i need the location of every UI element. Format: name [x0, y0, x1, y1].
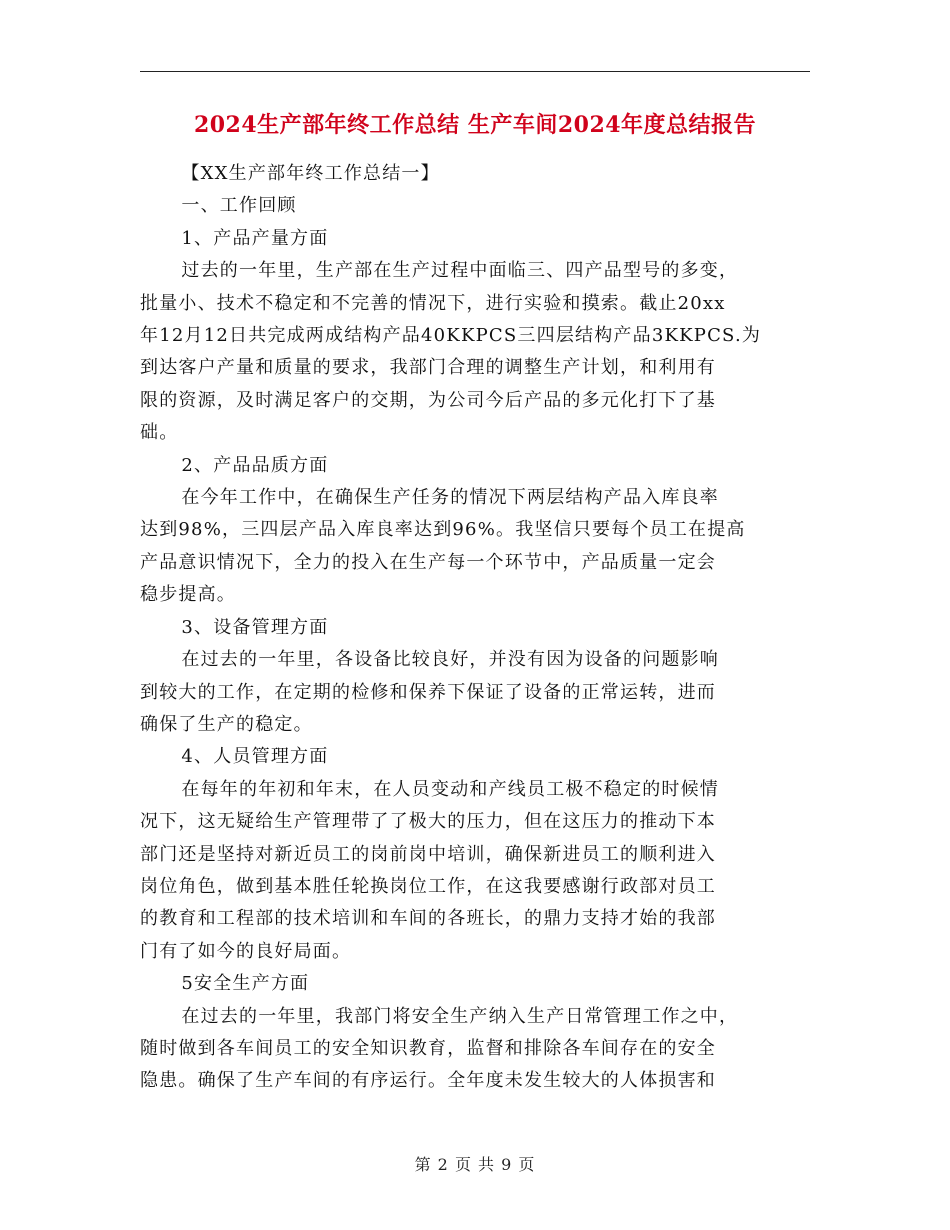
paragraph-line: 年12月12日共完成两成结构产品40KKPCS三四层结构产品3KKPCS.为	[140, 325, 762, 347]
paragraph-line: 况下，这无疑给生产管理带了了极大的压力，但在这压力的推动下本	[140, 811, 716, 833]
paragraph-line: 部门还是坚持对新近员工的岗前岗中培训，确保新进员工的顺利进入	[140, 843, 716, 865]
subsection-heading: 4、人员管理方面	[181, 746, 329, 768]
section-heading: 一、工作回顾	[181, 195, 297, 217]
paragraph-line: 在过去的一年里，各设备比较良好，并没有因为设备的问题影响	[181, 649, 719, 671]
header-rule	[140, 71, 810, 72]
paragraph-line: 确保了生产的稳定。	[140, 713, 313, 735]
document-title: 2024生产部年终工作总结 生产车间2024年度总结报告	[193, 112, 757, 138]
paragraph-line: 在每年的年初和年末，在人员变动和产线员工极不稳定的时候情	[181, 778, 719, 800]
page-footer: 第 2 页 共 9 页	[414, 1155, 536, 1174]
paragraph-line: 产品意识情况下，全力的投入在生产每一个环节中，产品质量一定会	[140, 551, 716, 573]
subsection-heading: 3、设备管理方面	[181, 616, 329, 638]
paragraph-line: 批量小、技术不稳定和不完善的情况下，进行实验和摸索。截止20xx	[140, 292, 726, 314]
paragraph-line: 的教育和工程部的技术培训和车间的各班长，的鼎力支持才始的我部	[140, 908, 716, 930]
document-body	[140, 158, 810, 1098]
subsection-heading: 5安全生产方面	[181, 973, 310, 995]
paragraph-line: 隐患。确保了生产车间的有序运行。全年度未发生较大的人体损害和	[140, 1070, 716, 1092]
paragraph-line: 稳步提高。	[140, 584, 236, 606]
paragraph-line: 门有了如今的良好局面。	[140, 940, 352, 962]
paragraph-line: 达到98%，三四层产品入库良率达到96%。我坚信只要每个员工在提高	[140, 519, 746, 541]
paragraph-line: 过去的一年里，生产部在生产过程中面临三、四产品型号的多变，	[181, 260, 739, 282]
paragraph-line: 到较大的工作，在定期的检修和保养下保证了设备的正常运转，进而	[140, 681, 716, 703]
section-heading: 【XX生产部年终工作总结一】	[181, 163, 440, 184]
subsection-heading: 1、产品产量方面	[181, 227, 329, 249]
paragraph-line: 岗位角色，做到基本胜任轮换岗位工作，在这我要感谢行政部对员工	[140, 875, 716, 897]
paragraph-line: 在今年工作中，在确保生产任务的情况下两层结构产品入库良率	[181, 487, 719, 509]
paragraph-line: 到达客户产量和质量的要求，我部门合理的调整生产计划，和利用有	[140, 357, 716, 379]
paragraph-line: 在过去的一年里，我部门将安全生产纳入生产日常管理工作之中，	[181, 1005, 739, 1027]
paragraph-line: 础。	[140, 422, 179, 444]
paragraph-line: 随时做到各车间员工的安全知识教育，监督和排除各车间存在的安全	[140, 1037, 716, 1059]
subsection-heading: 2、产品品质方面	[181, 454, 329, 476]
paragraph-line: 限的资源，及时满足客户的交期，为公司今后产品的多元化打下了基	[140, 389, 716, 411]
